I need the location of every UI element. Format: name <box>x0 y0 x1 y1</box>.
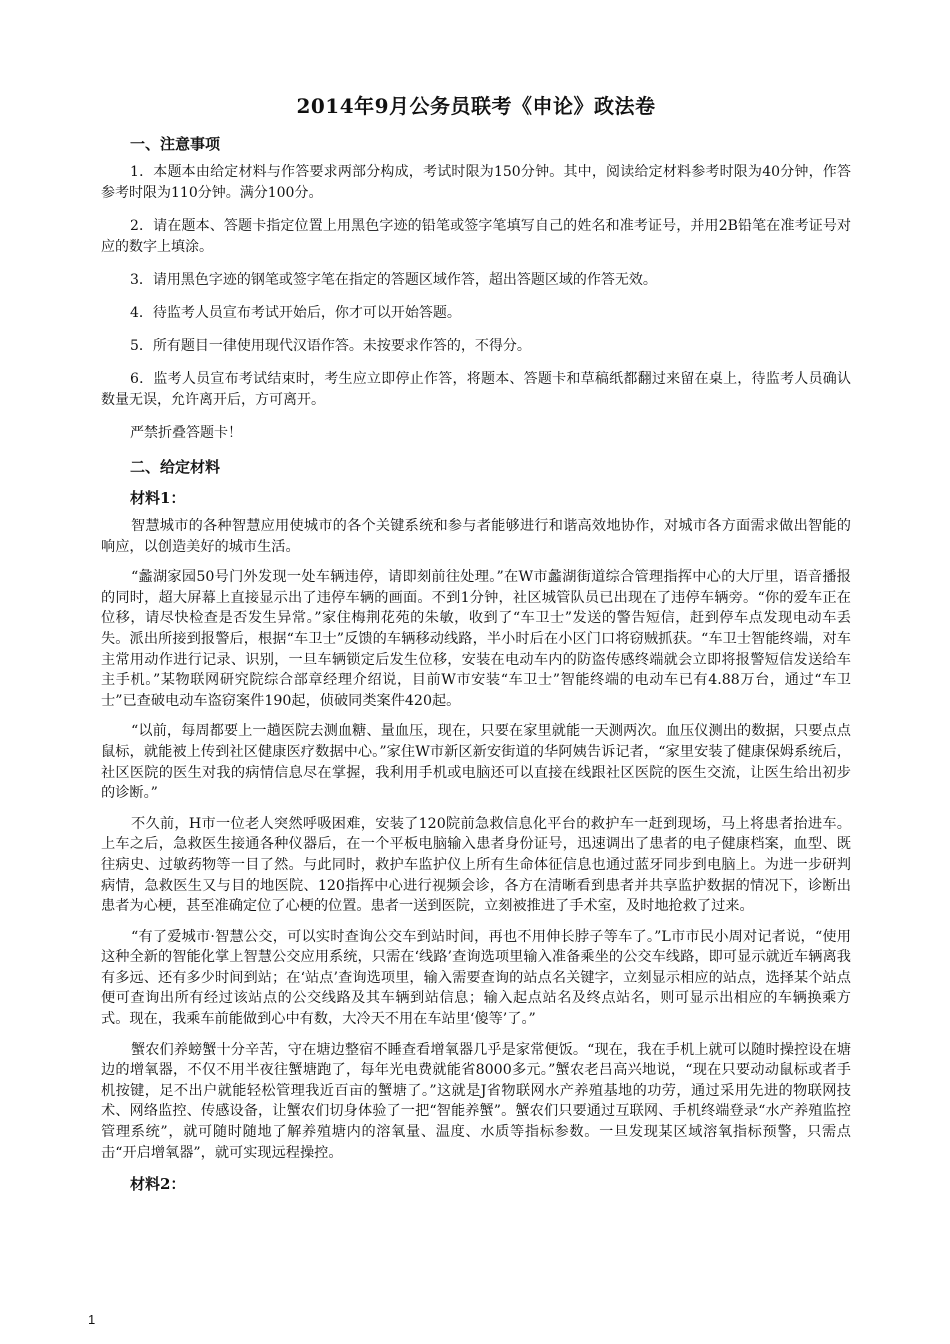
notice-warning: 严禁折叠答题卡！ <box>130 425 242 441</box>
notice-item-4: 4．待监考人员宣布考试开始后，你才可以开始答题。 <box>130 305 461 321</box>
material-paragraph: 智慧城市的各种智慧应用使城市的各个关键系统和参与者能够进行和谐高效地协作，对城市各方面需求做出智能的响应，以创造美好的城市生活。 <box>101 518 851 555</box>
material-paragraph: 蟹农们养螃蟹十分辛苦，守在塘边整宿不睡查看增氧器几乎是家常便饭。“现在，我在手机上就可以随时操控设在塘边的增氧器，不仅不用半夜往蟹塘跑了，每年光电费就能省8000多元。”蟹农老吕高兴地说，“现在只要动动鼠标或者手机按键，足不出户就能轻松管理我近百亩的蟹塘了。”这就是J省物联网水产养殖基地的功劳，通过采用先进的物联网技术、网络监控、传感设备，让蟹农们切身体验了一把“智能养蟹”。蟹农们只要通过互联网、手机终端登录“水产养殖监控管理系统”，就可随时随地了解养殖塘内的溶氧量、温度、水质等指标参数。一旦发现某区域溶氧指标预警，只需点击“开启增氧器”，就可实现远程操控。 <box>101 1041 851 1161</box>
page-number: 1 <box>88 1312 96 1327</box>
material-1-label: 材料1： <box>130 489 186 507</box>
material-paragraph: “以前，每周都要上一趟医院去测血糖、量血压，现在，只要在家里就能一天测两次。血压仪测出的数据，只要点点鼠标，就能被上传到社区健康医疗数据中心。”家住W市新区新安街道的华阿姨告诉记者，“家里安装了健康保姆系统后，社区医院的医生对我的病情信息尽在掌握，我利用手机或电脑还可以直接在线跟社区医院的医生交流，让医生给出初步的诊断。” <box>101 723 851 802</box>
page-content <box>101 84 851 1202</box>
material-paragraph: “蠡湖家园50号门外发现一处车辆违停，请即刻前往处理。”在W市蠡湖街道综合管理指挥中心的大厅里，语音播报的同时，超大屏幕上直接显示出了违停车辆的画面。不到1分钟，社区城管队员已出现在了违停车辆旁。“你的爱车正在位移，请尽快检查是否发生异常。”家住梅荆花苑的朱敏，收到了“车卫士”发送的警告短信，赶到停车点发现电动车丢失。派出所接到报警后，根据“车卫士”反馈的车辆移动线路，半小时后在小区门口将窃贼抓获。“车卫士智能终端，对车主常用动作进行记录、识别，一旦车辆锁定后发生位移，安装在电动车内的防盗传感终端就会立即将报警短信发送给车主手机。”某物联网研究院综合部章经理介绍说，目前W市安装“车卫士”智能终端的电动车已有4.88万台，通过“车卫士”已查破电动车盗窃案件190起，侦破同类案件420起。 <box>101 569 851 709</box>
notice-item-5: 5．所有题目一律使用现代汉语作答。未按要求作答的，不得分。 <box>130 338 531 354</box>
notice-item-2: 2．请在题本、答题卡指定位置上用黑色字迹的铅笔或签字笔填写自己的姓名和准考证号，并用2B铅笔在准考证号对应的数字上填涂。 <box>101 218 851 255</box>
material-paragraph: 不久前，H市一位老人突然呼吸困难，安装了120院前急救信息化平台的救护车一赶到现场，马上将患者抬进车。上车之后，急救医生接通各种仪器后，在一个平板电脑输入患者身份证号，迅速调出了患者的电子健康档案，血型、既往病史、过敏药物等一目了然。与此同时，救护车监护仪上所有生命体征信息也通过蓝牙同步到电脑上。为进一步研判病情，急救医生又与目的地医院、120指挥中心进行视频会诊，各方在清晰看到患者并共享监护数据的情况下，诊断出患者为心梗，甚至准确定位了心梗的位置。患者一送到医院，立刻被推进了手术室，及时地抢救了过来。 <box>101 815 851 915</box>
material-paragraph: “有了爱城市·智慧公交，可以实时查询公交车到站时间，再也不用伸长脖子等车了。”L市市民小周对记者说，“使用这种全新的智能化掌上智慧公交应用系统，只需在‘线路’查询选项里输入准备乘坐的公交车线路，即可显示就近车辆离我有多远、还有多少时间到站；在‘站点’查询选项里，输入需要查询的站点名关键字，立刻显示相应的站点，选择某个站点便可查询出所有经过该站点的公交线路及其车辆到站信息；输入起点站名及终点站名，则可显示出相应的车辆换乘方式。现在，我乘车前能做到心中有数，大冷天不用在车站里‘傻等’了。” <box>101 928 851 1028</box>
material-2-label: 材料2： <box>130 1175 186 1194</box>
section-heading-notice: 一、注意事项 <box>130 135 221 153</box>
section-heading-materials: 二、给定材料 <box>130 458 221 476</box>
notice-item-3: 3．请用黑色字迹的钢笔或签字笔在指定的答题区域作答，超出答题区域的作答无效。 <box>130 272 657 288</box>
notice-item-1: 1．本题本由给定材料与作答要求两部分构成，考试时限为150分钟。其中，阅读给定材料参考时限为40分钟，作答参考时限为110分钟。满分100分。 <box>101 164 851 201</box>
document-title: 2014年9月公务员联考《申论》政法卷 <box>296 94 656 118</box>
notice-item-6: 6．监考人员宣布考试结束时，考生应立即停止作答，将题本、答题卡和草稿纸都翻过来留在桌上，待监考人员确认数量无误，允许离开后，方可离开。 <box>101 371 851 408</box>
